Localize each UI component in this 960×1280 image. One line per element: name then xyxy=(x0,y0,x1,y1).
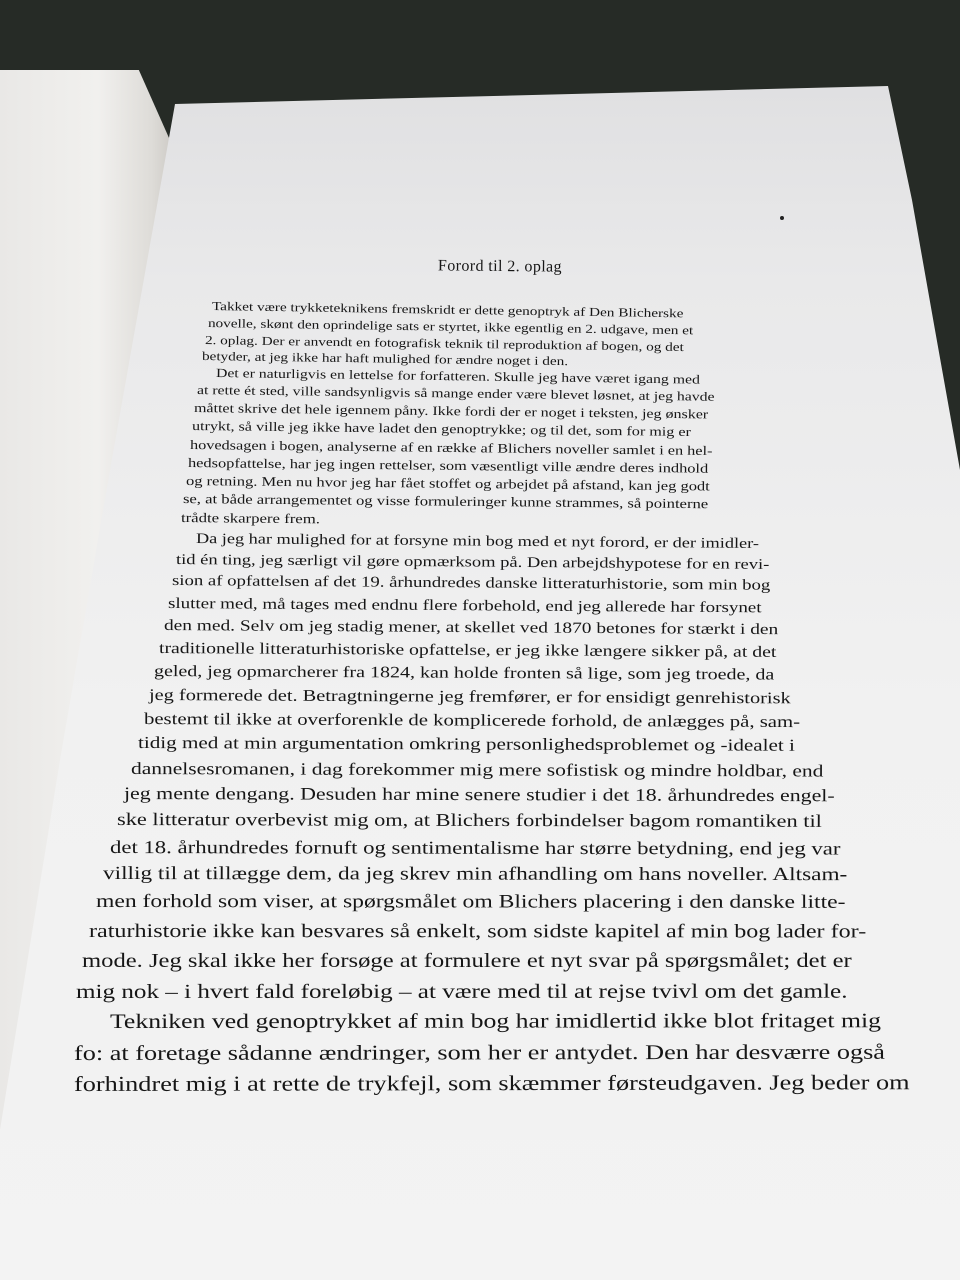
body-line: det 18. århundredes fornuft og sentimentalisme har større betydning, end jeg var xyxy=(109,837,841,859)
body-line: trådte skarpere frem. xyxy=(180,510,321,527)
body-line: novelle, skønt den oprindelige sats er styrtet, ikke egentlig en 2. udgave, men et xyxy=(207,316,694,338)
body-line: fo: at foretage sådanne ændringer, som her er antydet. Den har desværre også xyxy=(73,1039,885,1065)
body-line: geled, jeg opmarcherer fra 1824, kan holde fronten så lige, som jeg troede, da xyxy=(153,663,775,684)
body-line: bestemt til ikke at overforenkle de komplicerede forhold, de anlægges på, sam- xyxy=(143,709,801,732)
body-line: den med. Selv om jeg stadig mener, at skellet ved 1870 betones for stærkt i den xyxy=(163,617,779,639)
body-line: betyder, at jeg ikke har haft mulighed for ændre noget i den. xyxy=(201,349,569,369)
body-line: slutter med, må tages med endnu flere forbehold, end jeg allerede har forsynet xyxy=(167,595,762,617)
body-line: se, at både arrangementet og visse formuleringer kunne strammes, så pointerne xyxy=(182,491,709,512)
body-line: tid én ting, jeg særligt vil gøre opmærksom på. Den arbejdshypotese for en revi- xyxy=(175,552,770,573)
body-line: ske litteratur overbevist mig om, at Blichers forbindelser bagom romantiken til xyxy=(116,809,822,831)
body-line: Da jeg har mulighed for at forsyne min bog med et nyt forord, er der imidler- xyxy=(195,531,760,553)
body-line: Det er naturligvis en lettelse for forfatteren. Skulle jeg have været igang med xyxy=(215,366,700,387)
body-line: forhindret mig i at rette de trykfejl, som skæmmer førsteudgaven. Jeg beder om xyxy=(73,1070,910,1096)
page-title: Forord til 2. oplag xyxy=(437,257,563,276)
body-line: dannelsesromanen, i dag forekommer mig mere sofistisk og mindre holdbar, end xyxy=(130,759,824,781)
body-line: mode. Jeg skal ikke her forsøge at formulere et nyt svar på spørgsmålet; det er xyxy=(82,950,852,972)
body-line: jeg formerede det. Betragtningerne jeg fremfører, er for ensidigt genrehistorisk xyxy=(148,685,791,708)
body-line: raturhistorie ikke kan besvares så enkelt, som sidste kapitel af min bog lader for- xyxy=(88,921,867,943)
body-line: Tekniken ved genoptrykket af min bog har imidlertid ikke blot fritaget mig xyxy=(109,1010,882,1033)
body-line: hedsopfattelse, har jeg ingen rettelser, som væsentligt ville ændre deres indhold xyxy=(187,455,709,476)
body-line: at rette ét sted, ville sandsynligvis så mange ender være blevet løsnet, at jeg havde xyxy=(196,383,715,404)
body-line: mig nok – i hvert fald foreløbig – at være med til at rejse tvivl om det gamle. xyxy=(75,980,848,1003)
body-line: 2. oplag. Der er anvendt en fotografisk teknik til reproduktion af bogen, og det xyxy=(204,333,684,355)
body-line: og retning. Men nu hvor jeg har fået stoffet og arbejdet på afstand, kan jeg godt xyxy=(185,473,710,494)
body-line: traditionelle litteraturhistoriske opfattelse, er jeg ikke længere sikker på, at det xyxy=(158,640,777,661)
body-line: hovedsagen i bogen, analyserne af en række af Blichers noveller samlet i en hel- xyxy=(189,437,713,459)
body-line: måttet skrive det hele igennem påny. Ikke fordi der er noget i teksten, jeg ønsker xyxy=(193,401,709,422)
body-line: utrykt, så ville jeg ikke have ladet den genoptrykke; og til det, som for mig er xyxy=(191,419,691,440)
body-line: jeg mente dengang. Desuden har mine senere studier i det 18. århundredes engel- xyxy=(123,783,835,806)
body-line: men forhold som viser, at spørgsmålet om Blichers placering i den danske litte- xyxy=(95,891,846,913)
body-line: tidig med at min argumentation omkring personlighedsproblemet og -idealet i xyxy=(137,733,795,755)
body-line: Takket være trykketeknikens fremskridt er dette genoptryk af Den Blicherske xyxy=(211,299,684,321)
body-line: sion af opfattelsen af det 19. århundredes danske litteraturhistorie, som min bog xyxy=(171,573,771,594)
body-line: villig til at tillægge dem, da jeg skrev min afhandling om hans noveller. Altsam- xyxy=(102,863,848,886)
